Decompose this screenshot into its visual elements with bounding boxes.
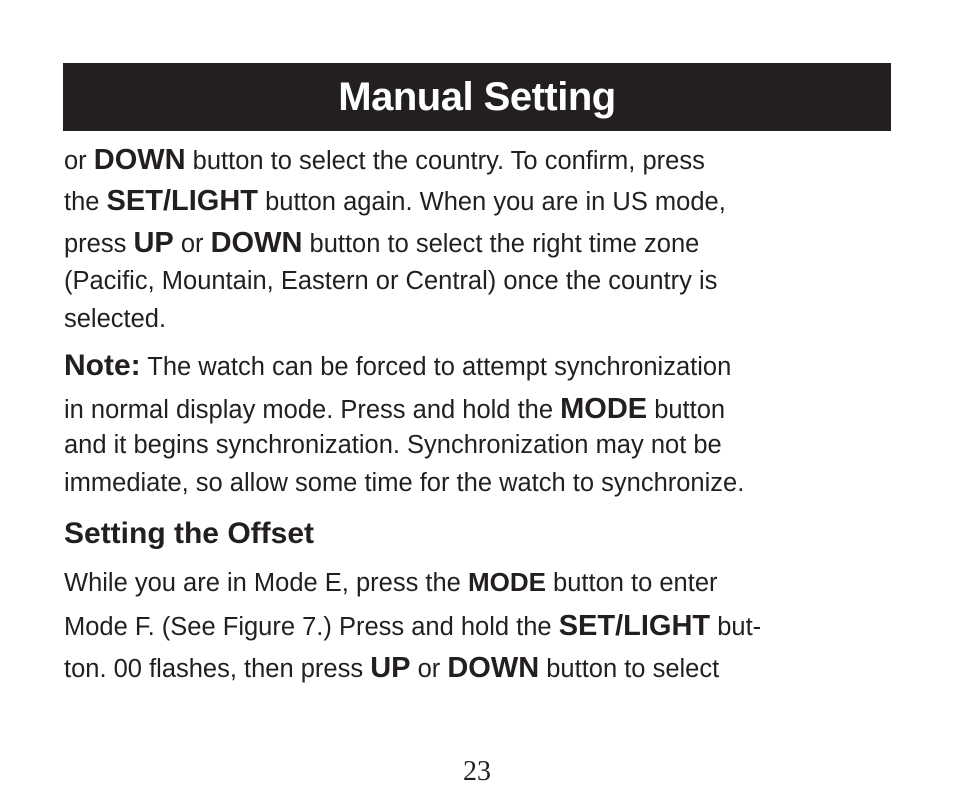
button-name: DOWN (447, 652, 540, 684)
note-label: Note: (64, 349, 141, 382)
paragraph-country-selection (64, 146, 894, 345)
button-name: SET/LIGHT (106, 185, 258, 217)
text-line: and it begins synchronization. Synchronization may not be (64, 431, 722, 459)
text-run: button to enter (545, 569, 718, 597)
text-line (64, 351, 894, 395)
text-run: button again. When you are in US mode, (258, 188, 726, 216)
text-run: While you are in Mode E, press the (64, 569, 468, 597)
text-run: Mode F. (See Figure 7.) Press and hold the (64, 613, 559, 641)
text-run: ton. 00 flashes, then press (64, 655, 371, 683)
text-run: button to select the country. To confirm, press (185, 147, 705, 175)
button-name: DOWN (93, 144, 186, 176)
text-run: but- (710, 613, 762, 641)
section-title: Manual Setting (338, 74, 616, 119)
text-line (64, 654, 894, 694)
text-line: (Pacific, Mountain, Eastern or Central) once the country is (64, 267, 718, 295)
button-name: UP (133, 227, 174, 259)
offset-section (64, 517, 894, 694)
text-run: press (64, 230, 134, 258)
text-run: or (410, 655, 448, 683)
text-run: or (173, 230, 211, 258)
text-run: button to select the right time zone (302, 230, 700, 258)
text-line (64, 229, 894, 269)
text-run: the (64, 188, 107, 216)
text-run: button (647, 396, 726, 424)
text-line (64, 612, 894, 654)
note-paragraph (64, 351, 894, 509)
text-run: or (64, 147, 94, 175)
button-name: UP (370, 652, 411, 684)
text-line (64, 146, 894, 187)
page-body (64, 146, 894, 694)
text-line: selected. (64, 305, 167, 333)
text-line (64, 569, 894, 612)
button-name: MODE (467, 567, 546, 597)
button-name: DOWN (210, 227, 303, 259)
page-number: 23 (463, 756, 491, 787)
text-run: The watch can be forced to attempt synchronization (140, 353, 732, 381)
button-name: SET/LIGHT (558, 610, 711, 642)
text-line (64, 187, 894, 229)
text-run: button to select (539, 655, 720, 683)
button-name: MODE (560, 393, 648, 425)
text-run: in normal display mode. Press and hold the (64, 396, 561, 424)
text-line: immediate, so allow some time for the watch to synchronize. (64, 469, 745, 497)
section-header (63, 63, 891, 131)
subsection-heading: Setting the Offset (64, 517, 315, 550)
text-line (64, 395, 894, 433)
